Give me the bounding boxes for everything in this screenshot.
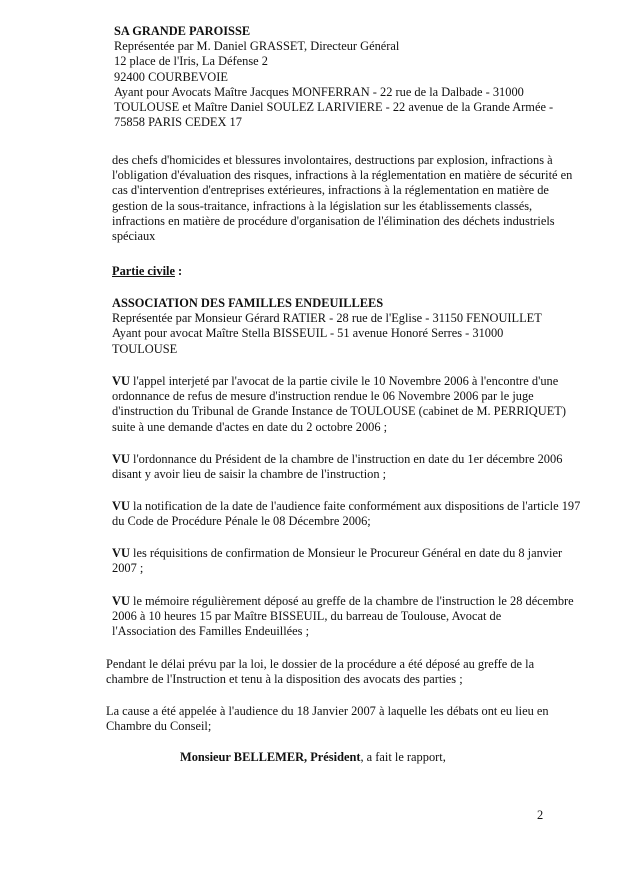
vu-keyword: VU [112,546,130,560]
vu-item-3-line-1: la notification de la date de l'audience faite conformément aux dispositions de l'article 197 [129,499,581,513]
defendant-block [114,24,553,130]
vu-item-2-line-2: disant y avoir lieu de saisir la chambre de l'instruction ; [112,467,387,482]
vu-item-4 [112,546,562,576]
civil-party-heading-colon: : [174,264,183,278]
vu-item-2-line-1: l'ordonnance du Président de la chambre de l'instruction en date du 1er décembre 2006 [129,452,563,466]
vu-item-1 [112,374,566,435]
vu-keyword: VU [112,374,130,388]
charges-paragraph [112,153,572,244]
vu-item-1-line-2: ordonnance de refus de mesure d'instruction rendue le 06 Novembre 2006 par le juge [112,389,534,404]
vu-item-1-line-1: l'appel interjeté par l'avocat de la partie civile le 10 Novembre 2006 à l'encontre d'une [129,374,559,388]
defendant-representative: Représentée par M. Daniel GRASSET, Directeur Général [114,39,400,54]
vu-item-5-line-1: le mémoire régulièrement déposé au greffe de la chambre de l'instruction le 28 décembre [129,594,574,608]
defendant-lawyers-line-2: TOULOUSE et Maître Daniel SOULEZ LARIVIERE - 22 avenue de la Grande Armée - [114,100,554,115]
charges-line-6: spéciaux [112,229,156,244]
report-president-name: Monsieur BELLEMER, Président [180,750,361,764]
defendant-lawyers-line-3: 75858 PARIS CEDEX 17 [114,115,242,130]
civil-party-representative: Représentée par Monsieur Gérard RATIER - 28 rue de l'Eglise - 31150 FENOUILLET [112,311,542,326]
vu-item-4-line-1: les réquisitions de confirmation de Monsieur le Procureur Général en date du 8 janvier [129,546,563,560]
procedure-paragraph [106,657,534,687]
civil-party-heading [112,264,182,279]
defendant-address-city: 92400 COURBEVOIE [114,69,228,84]
vu-item-5-line-2: 2006 à 10 heures 15 par Maître BISSEUIL, du barreau de Toulouse, Avocat de [112,609,502,624]
vu-item-1-line-3: d'instruction du Tribunal de Grande Instance de TOULOUSE (cabinet de M. PERRIQUET) [112,404,566,419]
vu-item-3 [112,499,580,529]
defendant-address-street: 12 place de l'Iris, La Défense 2 [114,54,268,69]
vu-item-5-line-3: l'Association des Familles Endeuillées ; [112,624,310,639]
civil-party-heading-text: Partie civile [112,264,175,278]
charges-line-4: gestion de la sous-traitance, infractions à la législation sur les établissements classés, [112,198,533,213]
report-line [180,750,446,765]
vu-item-1-line-4: suite à une demande d'actes en date du 2 octobre 2006 ; [112,419,388,434]
vu-keyword: VU [112,452,130,466]
charges-line-1: des chefs d'homicides et blessures involontaires, destructions par explosion, infractions à [112,153,553,167]
vu-item-2 [112,452,562,482]
defendant-name: SA GRANDE PAROISSE [114,24,251,38]
vu-item-3-line-2: du Code de Procédure Pénale le 08 Décembre 2006; [112,514,371,529]
hearing-line-1: La cause a été appelée à l'audience du 18 Janvier 2007 à laquelle les débats ont eu lieu en [106,704,549,718]
charges-line-5: infractions en matière de procédure d'organisation de l'élimination des déchets industriels [112,213,555,228]
vu-item-4-line-2: 2007 ; [112,561,144,576]
charges-line-2: l'obligation d'évaluation des risques, infractions à la réglementation en matière de sécurité en [112,168,573,183]
procedure-line-1: Pendant le délai prévu par la loi, le dossier de la procédure a été déposé au greffe de la [106,657,535,671]
charges-line-3: cas d'intervention d'entreprises extérieures, infractions à la réglementation en matière de [112,183,549,198]
procedure-line-2: chambre de l'Instruction et tenu à la disposition des avocats des parties ; [106,672,463,687]
report-suffix: , a fait le rapport, [360,750,446,764]
civil-party-lawyer-line-1: Ayant pour avocat Maître Stella BISSEUIL - 51 avenue Honoré Serres - 31000 [112,326,504,341]
civil-party-block [112,296,542,357]
vu-item-5 [112,594,574,640]
civil-party-lawyer-line-2: TOULOUSE [112,341,178,356]
hearing-paragraph [106,704,549,734]
hearing-line-2: Chambre du Conseil; [106,719,212,734]
vu-keyword: VU [112,594,130,608]
vu-keyword: VU [112,499,130,513]
civil-party-name: ASSOCIATION DES FAMILLES ENDEUILLEES [112,296,384,310]
defendant-lawyers-line-1: Ayant pour Avocats Maître Jacques MONFERRAN - 22 rue de la Dalbade - 31000 [114,84,524,99]
page-number: 2 [537,808,544,822]
